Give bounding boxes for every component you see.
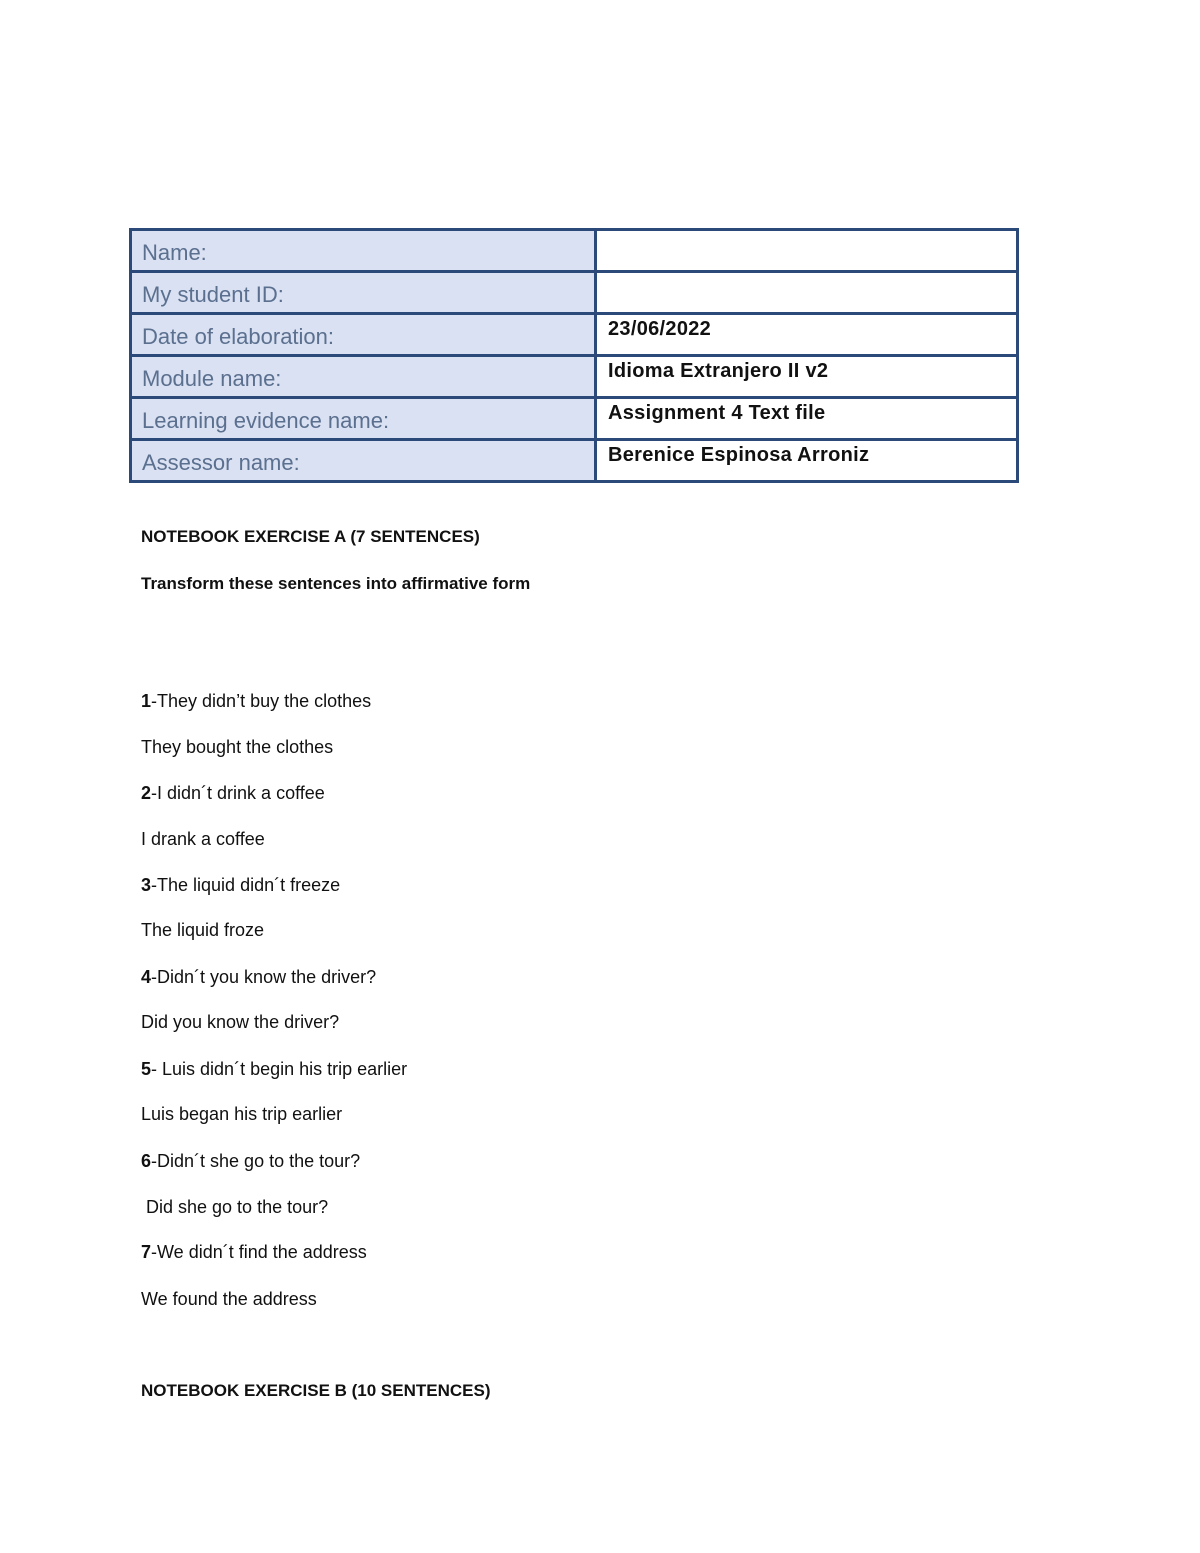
exercise-item-3-answer: The liquid froze	[141, 920, 265, 940]
exercise-item-4-answer: Did you know the driver?	[141, 1012, 340, 1032]
item-question-text: Didn´t she go to the tour?	[157, 1151, 361, 1171]
item-question-text: I didn´t drink a coffee	[157, 783, 325, 803]
item-number: 4	[141, 967, 152, 987]
item-number: 7	[141, 1242, 152, 1262]
info-label-module: Module name:	[131, 356, 596, 398]
info-value-date: 23/06/2022	[596, 314, 1018, 356]
item-separator: -	[151, 1242, 158, 1262]
exercise-item-6-answer: Did she go to the tour?	[141, 1197, 329, 1217]
info-row-module	[131, 356, 1018, 398]
item-question-text: We didn´t find the address	[157, 1242, 367, 1262]
info-row-student-id	[131, 272, 1018, 314]
info-label-student-id: My student ID:	[131, 272, 596, 314]
exercise-a-instruction: Transform these sentences into affirmative form	[141, 574, 531, 593]
info-label-assessor: Assessor name:	[131, 440, 596, 482]
item-number: 6	[141, 1151, 152, 1171]
item-number: 2	[141, 783, 152, 803]
item-separator: -	[151, 1059, 163, 1079]
info-row-assessor	[131, 440, 1018, 482]
info-row-name	[131, 230, 1018, 272]
item-number: 5	[141, 1059, 152, 1079]
exercise-item-1-answer: They bought the clothes	[141, 737, 334, 757]
item-separator: -	[151, 1151, 158, 1171]
exercise-item-3-question	[141, 875, 340, 896]
exercise-b-title: NOTEBOOK EXERCISE B (10 SENTENCES)	[141, 1381, 491, 1400]
info-label-date: Date of elaboration:	[131, 314, 596, 356]
info-value-student-id	[596, 272, 1018, 314]
exercise-item-2-answer: I drank a coffee	[141, 829, 265, 849]
item-question-text: Didn´t you know the driver?	[157, 967, 377, 987]
item-separator: -	[151, 875, 158, 895]
info-row-date	[131, 314, 1018, 356]
exercise-item-2-question	[141, 783, 325, 804]
item-separator: -	[151, 967, 158, 987]
info-label-name: Name:	[131, 230, 596, 272]
exercise-a-title: NOTEBOOK EXERCISE A (7 SENTENCES)	[141, 527, 480, 546]
item-number: 3	[141, 875, 152, 895]
item-question-text: They didn’t buy the clothes	[157, 691, 372, 711]
info-value-module: Idioma Extranjero II v2	[596, 356, 1018, 398]
info-value-name	[596, 230, 1018, 272]
exercise-item-1-question	[141, 691, 371, 712]
info-value-evidence: Assignment 4 Text file	[596, 398, 1018, 440]
item-question-text: The liquid didn´t freeze	[157, 875, 341, 895]
exercise-item-5-question	[141, 1059, 407, 1080]
exercise-item-4-question	[141, 967, 376, 988]
exercise-item-7-answer: We found the address	[141, 1289, 317, 1309]
item-number: 1	[141, 691, 152, 711]
exercise-item-6-question	[141, 1151, 360, 1172]
info-row-evidence	[131, 398, 1018, 440]
info-value-assessor: Berenice Espinosa Arroniz	[596, 440, 1018, 482]
info-label-evidence: Learning evidence name:	[131, 398, 596, 440]
exercise-item-7-question	[141, 1242, 367, 1263]
item-separator: -	[151, 783, 158, 803]
item-question-text: Luis didn´t begin his trip earlier	[162, 1059, 408, 1079]
item-separator: -	[151, 691, 158, 711]
exercise-item-5-answer: Luis began his trip earlier	[141, 1104, 343, 1124]
info-table	[129, 228, 1019, 483]
